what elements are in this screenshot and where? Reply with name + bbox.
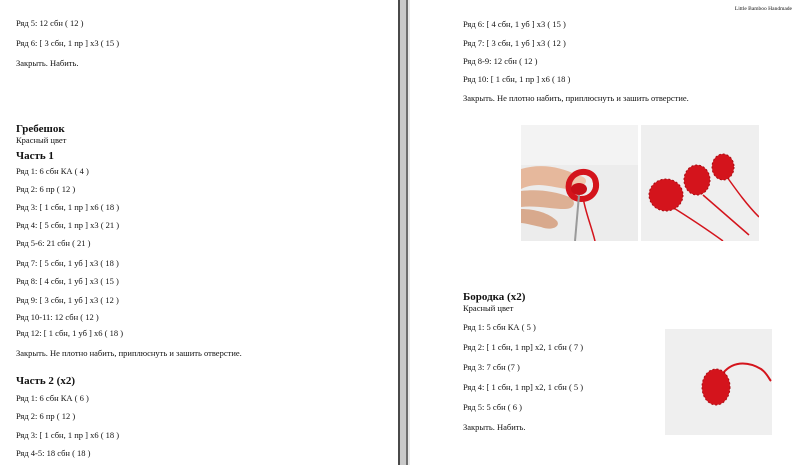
yarn-color: Красный цвет: [463, 303, 514, 313]
row-text: Ряд 4-5: 18 сбн ( 18 ): [16, 448, 91, 458]
row-text: Ряд 3: 7 сбн (7 ): [463, 362, 520, 372]
row-text: Ряд 2: [ 1 сбн, 1 пр] х2, 1 сбн ( 7 ): [463, 342, 584, 352]
row-text: Ряд 4: [ 5 сбн, 1 пр ] х3 ( 21 ): [16, 220, 120, 230]
row-text: Ряд 10: [ 1 сбн, 1 пр ] х6 ( 18 ): [463, 74, 571, 84]
row-text: Ряд 8: [ 4 сбн, 1 уб ] х3 ( 15 ): [16, 276, 119, 286]
section-title: Гребешок: [16, 123, 65, 135]
row-text: Ряд 5: 12 сбн ( 12 ): [16, 18, 84, 28]
crest-pieces-photo: [641, 125, 759, 241]
yarn-color: Красный цвет: [16, 135, 67, 145]
page-divider: [398, 0, 410, 465]
row-text: Ряд 2: 6 пр ( 12 ): [16, 184, 76, 194]
part-title: Часть 2 (х2): [16, 375, 76, 387]
row-text: Ряд 5: 5 сбн ( 6 ): [463, 402, 522, 412]
row-text: Ряд 1: 5 сбн КА ( 5 ): [463, 322, 536, 332]
instruction-note: Закрыть. Набить.: [16, 58, 79, 68]
row-text: Ряд 1: 6 сбн КА ( 4 ): [16, 166, 89, 176]
crochet-in-hand-photo: [521, 125, 638, 241]
brand-header: Little Bamboo Handmade: [734, 6, 792, 12]
row-text: Ряд 7: [ 5 сбн, 1 уб ] х3 ( 18 ): [16, 258, 119, 268]
row-text: Ряд 5-6: 21 сбн ( 21 ): [16, 238, 91, 248]
left-page: [0, 0, 398, 465]
right-page: [410, 0, 800, 465]
instruction-note: Закрыть. Набить.: [463, 422, 526, 432]
part-title: Часть 1: [16, 150, 54, 162]
section-title: Бородка (х2): [463, 291, 526, 303]
instruction-note: Закрыть. Не плотно набить, приплюснуть и зашить отверстие.: [16, 348, 242, 358]
instruction-note: Закрыть. Не плотно набить, приплюснуть и зашить отверстие.: [463, 93, 689, 103]
row-text: Ряд 9: [ 3 сбн, 1 уб ] х3 ( 12 ): [16, 295, 119, 305]
row-text: Ряд 10-11: 12 сбн ( 12 ): [16, 312, 99, 322]
row-text: Ряд 7: [ 3 сбн, 1 уб ] х3 ( 12 ): [463, 38, 566, 48]
beard-piece-photo: [665, 329, 772, 435]
row-text: Ряд 3: [ 1 сбн, 1 пр ] х6 ( 18 ): [16, 430, 120, 440]
row-text: Ряд 12: [ 1 сбн, 1 уб ] х6 ( 18 ): [16, 328, 124, 338]
row-text: Ряд 2: 6 пр ( 12 ): [16, 411, 76, 421]
row-text: Ряд 4: [ 1 сбн, 1 пр] х2, 1 сбн ( 5 ): [463, 382, 584, 392]
row-text: Ряд 6: [ 4 сбн, 1 уб ] х3 ( 15 ): [463, 19, 566, 29]
row-text: Ряд 6: [ 3 сбн, 1 пр ] х3 ( 15 ): [16, 38, 120, 48]
row-text: Ряд 1: 6 сбн КА ( 6 ): [16, 393, 89, 403]
row-text: Ряд 8-9: 12 сбн ( 12 ): [463, 56, 538, 66]
row-text: Ряд 3: [ 1 сбн, 1 пр ] х6 ( 18 ): [16, 202, 120, 212]
